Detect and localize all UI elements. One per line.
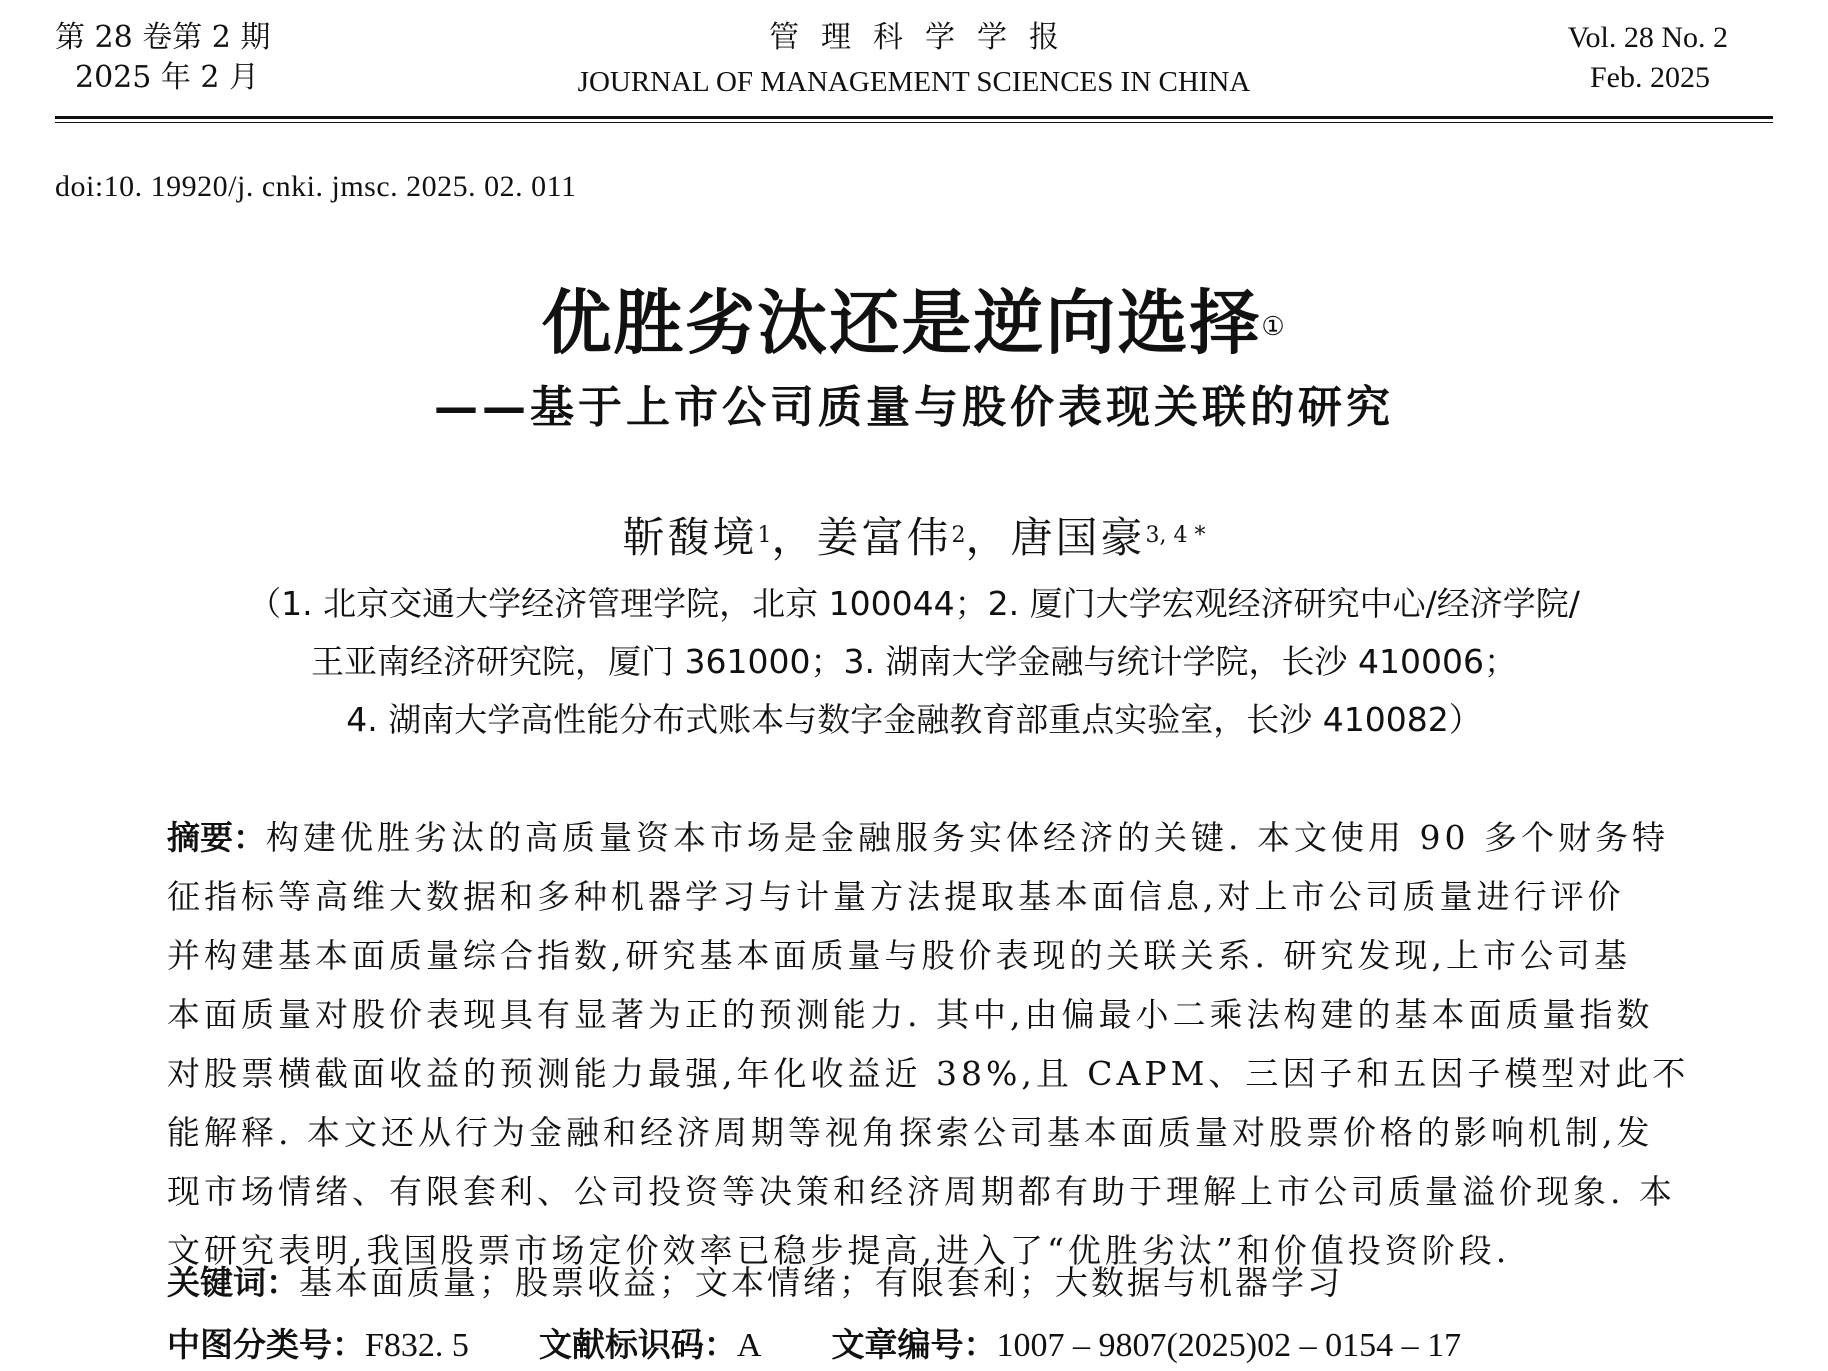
abstract-line: 征指标等高维大数据和多种机器学习与计量方法提取基本面信息,对上市公司质量进行评价	[167, 877, 1625, 916]
document-code-group	[539, 1320, 762, 1371]
clc-label: 中图分类号：	[167, 1325, 365, 1364]
author-name: 唐国豪	[1010, 513, 1146, 562]
abstract-line: 文研究表明,我国股票市场定价效率已稳步提高,进入了“优胜劣汰”和价值投资阶段.	[167, 1231, 1511, 1270]
affiliation-line: （1. 北京交通大学经济管理学院，北京 100044；2. 厦门大学宏观经济研究中心/经济学院/	[248, 584, 1580, 623]
header-rule-thick	[55, 116, 1773, 119]
abstract-text: 构建优胜劣汰的高质量资本市场是金融服务实体经济的关键. 本文使用 90 多个财务特	[266, 818, 1669, 857]
header-date-en: Feb. 2025	[1590, 61, 1710, 94]
title-footnote-mark: ①	[1261, 312, 1287, 342]
paper-title	[0, 280, 1828, 366]
paper-subtitle: ——基于上市公司质量与股价表现关联的研究	[434, 382, 1394, 433]
abstract-line: 能解释. 本文还从行为金融和经济周期等视角探索公司基本面质量对股票价格的影响机制,发	[167, 1113, 1654, 1152]
abstract-line: 并构建基本面质量综合指数,研究基本面质量与股价表现的关联关系. 研究发现,上市公司基	[167, 936, 1631, 975]
header-volume-issue-en: Vol. 28 No. 2	[1567, 21, 1728, 54]
article-number-label: 文章编号：	[831, 1325, 997, 1364]
journal-title-en: JOURNAL OF MANAGEMENT SCIENCES IN CHINA	[577, 66, 1251, 98]
clc-group	[167, 1320, 469, 1371]
author-affiliation-mark: 2	[951, 523, 966, 548]
abstract-line: 对股票横截面收益的预测能力最强,年化收益近 38%,且 CAPM、三因子和五因子模型对此不	[167, 1054, 1690, 1093]
header-volume-issue-cn: 第 28 卷第 2 期	[55, 20, 271, 55]
abstract-line: 本面质量对股价表现具有显著为正的预测能力. 其中,由偏最小二乘法构建的基本面质量指数	[167, 995, 1654, 1034]
author-list	[0, 510, 1828, 566]
doi: doi:10. 19920/j. cnki. jmsc. 2025. 02. 011	[55, 170, 577, 203]
header-rule-thin	[55, 122, 1773, 123]
paper-title-text: 优胜劣汰还是逆向选择	[541, 282, 1262, 364]
author-separator: ，	[771, 513, 817, 562]
journal-title-cn: 管理科学学报	[769, 20, 1081, 55]
document-code-value: A	[736, 1327, 762, 1364]
abstract-label: 摘要：	[167, 818, 266, 857]
keywords-value: 基本面质量；股票收益；文本情绪；有限套利；大数据与机器学习	[299, 1263, 1343, 1302]
author-affiliation-mark: 3, 4 *	[1145, 523, 1206, 548]
affiliation-line: 王亚南经济研究院，厦门 361000；3. 湖南大学金融与统计学院，长沙 410006；	[311, 642, 1517, 681]
abstract-line: 现市场情绪、有限套利、公司投资等决策和经济周期都有助于理解上市公司质量溢价现象. 本	[167, 1172, 1676, 1211]
classification-line	[167, 1320, 1461, 1371]
article-number-value: 1007 – 9807(2025)02 – 0154 – 17	[996, 1327, 1462, 1364]
author-name: 姜富伟	[816, 513, 952, 562]
keywords	[167, 1258, 1343, 1308]
abstract	[167, 808, 1690, 1280]
abstract-line	[167, 808, 1667, 867]
header-date-cn: 2025 年 2 月	[75, 60, 260, 95]
document-code-label: 文献标识码：	[538, 1325, 737, 1364]
keywords-label: 关键词：	[167, 1263, 299, 1302]
article-number-group	[831, 1320, 1461, 1371]
clc-value: F832. 5	[365, 1327, 469, 1364]
affiliation-line: 4. 湖南大学高性能分布式账本与数字金融教育部重点实验室，长沙 410082）	[346, 700, 1482, 739]
author-affiliation-mark: 1	[757, 523, 772, 548]
author-name: 靳馥境	[622, 513, 758, 562]
author-separator: ，	[965, 513, 1011, 562]
